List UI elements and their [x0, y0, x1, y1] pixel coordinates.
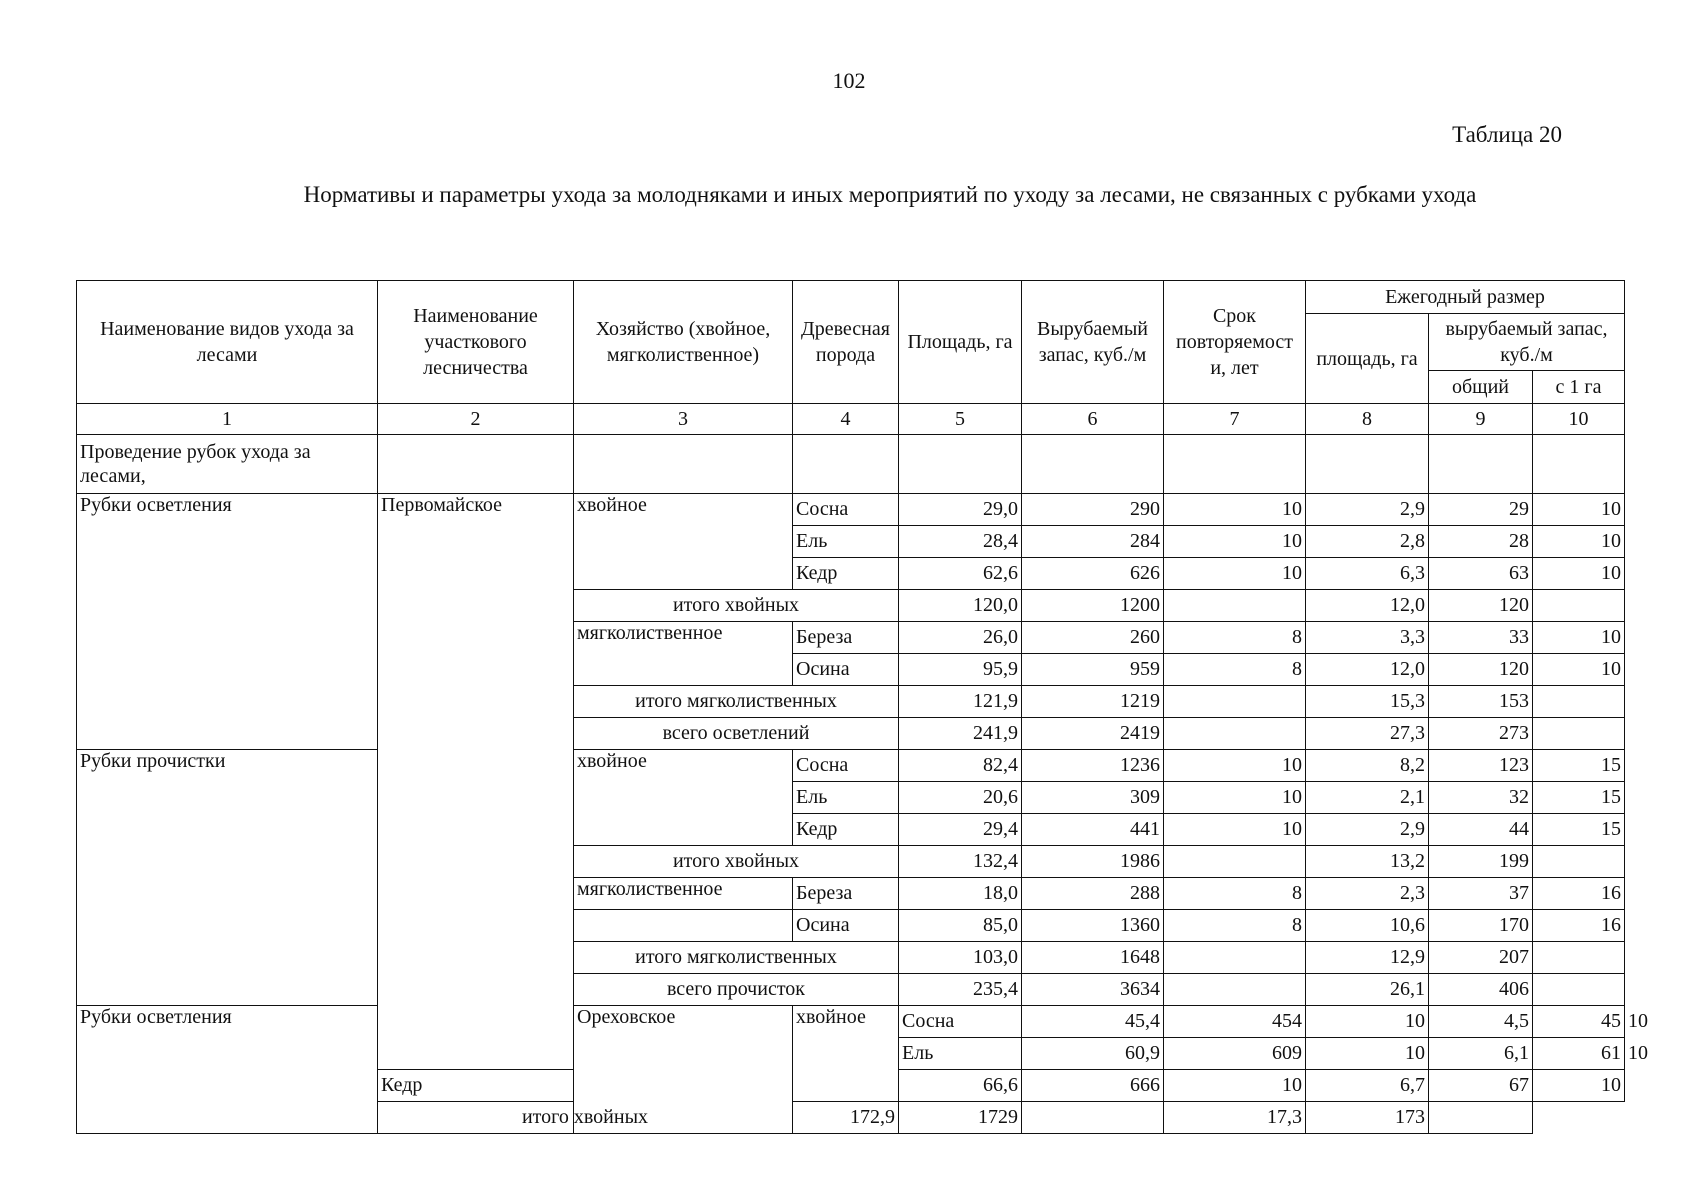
header-stock-total: общий: [1429, 371, 1533, 404]
column-number-row: [77, 404, 1625, 435]
annual-stock-total-cell: 120: [1429, 654, 1533, 686]
header-annual-size: Ежегодный размер: [1306, 281, 1625, 314]
area-cell: 235,4: [899, 974, 1022, 1006]
area-cell: 85,0: [899, 910, 1022, 942]
economy-cell: мягколиственное: [574, 878, 793, 910]
column-number: 8: [1306, 404, 1429, 435]
annual-area-cell: 2,3: [1306, 878, 1429, 910]
header-area: Площадь, га: [899, 281, 1022, 404]
stock-cell: 959: [1022, 654, 1164, 686]
annual-stock-total-cell: 207: [1429, 942, 1533, 974]
area-cell: 60,9: [1022, 1038, 1164, 1070]
table-row: Ель 60,9 609 10 6,1 61 10: [77, 1038, 1625, 1070]
period-cell: 8: [1164, 654, 1306, 686]
area-cell: 62,6: [899, 558, 1022, 590]
stock-cell: 454: [1164, 1006, 1306, 1038]
annual-stock-total-cell: 123: [1429, 750, 1533, 782]
annual-stock-total-cell: 45: [1533, 1006, 1625, 1038]
annual-stock-per-ha-cell: 10: [1533, 654, 1625, 686]
species-cell: Кедр: [378, 1070, 574, 1102]
work-type-cell: Рубки осветления: [77, 1006, 378, 1134]
annual-stock-total-cell: 28: [1429, 526, 1533, 558]
annual-stock-per-ha-cell: 16: [1533, 910, 1625, 942]
column-number: 1: [77, 404, 378, 435]
stock-cell: 1729: [899, 1102, 1022, 1134]
annual-area-cell: 12,0: [1306, 590, 1429, 622]
document-title: Нормативы и параметры ухода за молодняками и иных мероприятий по уходу за лесами, не связанных с рубками ухода: [303, 182, 1477, 207]
page-number: 102: [832, 68, 866, 93]
annual-stock-total-cell: 29: [1429, 494, 1533, 526]
annual-area-cell: 4,5: [1429, 1006, 1533, 1038]
annual-area-cell: 6,7: [1306, 1070, 1429, 1102]
annual-stock-total-cell: 67: [1429, 1070, 1533, 1102]
area-cell: 103,0: [899, 942, 1022, 974]
stock-cell: 1236: [1022, 750, 1164, 782]
period-cell: 10: [1164, 814, 1306, 846]
intro-cell: Проведение рубок ухода за лесами,: [77, 435, 378, 494]
area-cell: 18,0: [899, 878, 1022, 910]
annual-stock-total-cell: 170: [1429, 910, 1533, 942]
area-cell: 121,9: [899, 686, 1022, 718]
economy-cell: мягколиственное: [574, 622, 793, 686]
header-annual-area: площадь, га: [1306, 314, 1429, 404]
annual-stock-per-ha-cell: 15: [1533, 750, 1625, 782]
subtotal-label: итого хвойных: [574, 846, 899, 878]
forestry-cell: Ореховское: [574, 1006, 793, 1134]
header-period: Срок повторяемост и, лет: [1164, 281, 1306, 404]
area-cell: 95,9: [899, 654, 1022, 686]
area-cell: 241,9: [899, 718, 1022, 750]
annual-stock-total-cell: 406: [1429, 974, 1533, 1006]
annual-stock-total-cell: 32: [1429, 782, 1533, 814]
annual-stock-total-cell: 120: [1429, 590, 1533, 622]
work-type-cell: Рубки осветления: [77, 494, 378, 750]
table-row: [77, 435, 1625, 494]
stock-cell: 1648: [1022, 942, 1164, 974]
area-cell: 29,4: [899, 814, 1022, 846]
header-economy: Хозяйство (хвойное, мягколиственное): [574, 281, 793, 404]
subtotal-label: итого хвойных: [574, 590, 899, 622]
annual-area-cell: 27,3: [1306, 718, 1429, 750]
economy-cell: хвойное: [793, 1006, 899, 1102]
species-cell: Кедр: [793, 558, 899, 590]
area-cell: 29,0: [899, 494, 1022, 526]
area-cell: 66,6: [899, 1070, 1022, 1102]
area-cell: 120,0: [899, 590, 1022, 622]
header-forestry: Наименование участкового лесничества: [378, 281, 574, 404]
table-label: Таблица 20: [1452, 122, 1562, 147]
annual-area-cell: 3,3: [1306, 622, 1429, 654]
table-row: Рубки осветления Ореховское хвойное Сосна 45,4 454 10 4,5 45 10: [77, 1006, 1625, 1038]
species-cell: Осина: [793, 910, 899, 942]
period-cell: 10: [1164, 782, 1306, 814]
column-number: 5: [899, 404, 1022, 435]
column-number: 3: [574, 404, 793, 435]
annual-area-cell: 26,1: [1306, 974, 1429, 1006]
species-cell: Сосна: [899, 1006, 1022, 1038]
header-stock-per-ha: с 1 га: [1533, 371, 1625, 404]
annual-stock-total-cell: 61: [1533, 1038, 1625, 1070]
column-number: 7: [1164, 404, 1306, 435]
period-cell: 8: [1164, 622, 1306, 654]
subtotal-label: итого мягколиственных: [574, 686, 899, 718]
economy-cell: хвойное: [574, 494, 793, 590]
work-type-cell: Рубки прочистки: [77, 750, 378, 1006]
header-species: Древесная порода: [793, 281, 899, 404]
stock-cell: 288: [1022, 878, 1164, 910]
economy-cell: хвойное: [574, 750, 793, 846]
species-cell: Сосна: [793, 750, 899, 782]
period-cell: 10: [1164, 750, 1306, 782]
species-cell: Кедр: [793, 814, 899, 846]
period-cell: 10: [1164, 494, 1306, 526]
annual-area-cell: 12,9: [1306, 942, 1429, 974]
period-cell: 10: [1164, 1070, 1306, 1102]
annual-stock-total-cell: 153: [1429, 686, 1533, 718]
period-cell: 10: [1164, 558, 1306, 590]
species-cell: Береза: [793, 622, 899, 654]
stock-cell: 284: [1022, 526, 1164, 558]
species-cell: Сосна: [793, 494, 899, 526]
annual-stock-total-cell: 63: [1429, 558, 1533, 590]
annual-area-cell: 10,6: [1306, 910, 1429, 942]
area-cell: 20,6: [899, 782, 1022, 814]
area-cell: 26,0: [899, 622, 1022, 654]
annual-area-cell: 12,0: [1306, 654, 1429, 686]
species-cell: Осина: [793, 654, 899, 686]
annual-stock-per-ha-cell: 15: [1533, 814, 1625, 846]
species-cell: Береза: [793, 878, 899, 910]
stock-cell: 1219: [1022, 686, 1164, 718]
stock-cell: 290: [1022, 494, 1164, 526]
annual-area-cell: 17,3: [1164, 1102, 1306, 1134]
stock-cell: 3634: [1022, 974, 1164, 1006]
subtotal-label: итого хвойных: [378, 1102, 793, 1134]
area-cell: 28,4: [899, 526, 1022, 558]
annual-stock-total-cell: 173: [1306, 1102, 1429, 1134]
annual-area-cell: 6,1: [1429, 1038, 1533, 1070]
header-annual-stock: вырубаемый запас, куб./м: [1429, 314, 1625, 371]
area-cell: 82,4: [899, 750, 1022, 782]
stock-cell: 2419: [1022, 718, 1164, 750]
annual-stock-per-ha-cell: 10: [1533, 558, 1625, 590]
column-number: 2: [378, 404, 574, 435]
table-row: [77, 494, 1625, 526]
annual-stock-total-cell: 199: [1429, 846, 1533, 878]
column-number: 10: [1533, 404, 1625, 435]
stock-cell: 309: [1022, 782, 1164, 814]
annual-stock-total-cell: 273: [1429, 718, 1533, 750]
header-work-type: Наименование видов ухода за лесами: [77, 281, 378, 404]
annual-stock-per-ha-cell: 15: [1533, 782, 1625, 814]
area-cell: 45,4: [1022, 1006, 1164, 1038]
total-label: всего осветлений: [574, 718, 899, 750]
table-row: [77, 750, 1625, 782]
annual-area-cell: 2,1: [1306, 782, 1429, 814]
annual-area-cell: 8,2: [1306, 750, 1429, 782]
annual-stock-total-cell: 33: [1429, 622, 1533, 654]
norms-table: [76, 280, 1648, 1134]
annual-area-cell: 2,9: [1306, 494, 1429, 526]
stock-cell: 666: [1022, 1070, 1164, 1102]
species-cell: Ель: [793, 526, 899, 558]
period-cell: 8: [1164, 878, 1306, 910]
annual-area-cell: 15,3: [1306, 686, 1429, 718]
stock-cell: 1986: [1022, 846, 1164, 878]
period-cell: 10: [1306, 1038, 1429, 1070]
period-cell: 8: [1164, 910, 1306, 942]
total-label: всего прочисток: [574, 974, 899, 1006]
annual-area-cell: 6,3: [1306, 558, 1429, 590]
annual-stock-per-ha-cell: 10: [1533, 1070, 1625, 1102]
annual-stock-total-cell: 37: [1429, 878, 1533, 910]
species-cell: Ель: [899, 1038, 1022, 1070]
column-number: 9: [1429, 404, 1533, 435]
annual-stock-total-cell: 44: [1429, 814, 1533, 846]
stock-cell: 1200: [1022, 590, 1164, 622]
stock-cell: 626: [1022, 558, 1164, 590]
subtotal-label: итого мягколиственных: [574, 942, 899, 974]
area-cell: 132,4: [899, 846, 1022, 878]
forestry-cell: Первомайское: [378, 494, 574, 1070]
stock-cell: 609: [1164, 1038, 1306, 1070]
period-cell: 10: [1164, 526, 1306, 558]
column-number: 4: [793, 404, 899, 435]
header-stock: Вырубаемый запас, куб./м: [1022, 281, 1164, 404]
column-number: 6: [1022, 404, 1164, 435]
stock-cell: 260: [1022, 622, 1164, 654]
annual-stock-per-ha-cell: 10: [1533, 494, 1625, 526]
area-cell: 172,9: [793, 1102, 899, 1134]
species-cell: Ель: [793, 782, 899, 814]
annual-area-cell: 2,8: [1306, 526, 1429, 558]
stock-cell: 441: [1022, 814, 1164, 846]
annual-stock-per-ha-cell: 10: [1533, 526, 1625, 558]
stock-cell: 1360: [1022, 910, 1164, 942]
annual-stock-per-ha-cell: 16: [1533, 878, 1625, 910]
annual-area-cell: 2,9: [1306, 814, 1429, 846]
period-cell: 10: [1306, 1006, 1429, 1038]
annual-area-cell: 13,2: [1306, 846, 1429, 878]
annual-stock-per-ha-cell: 10: [1533, 622, 1625, 654]
